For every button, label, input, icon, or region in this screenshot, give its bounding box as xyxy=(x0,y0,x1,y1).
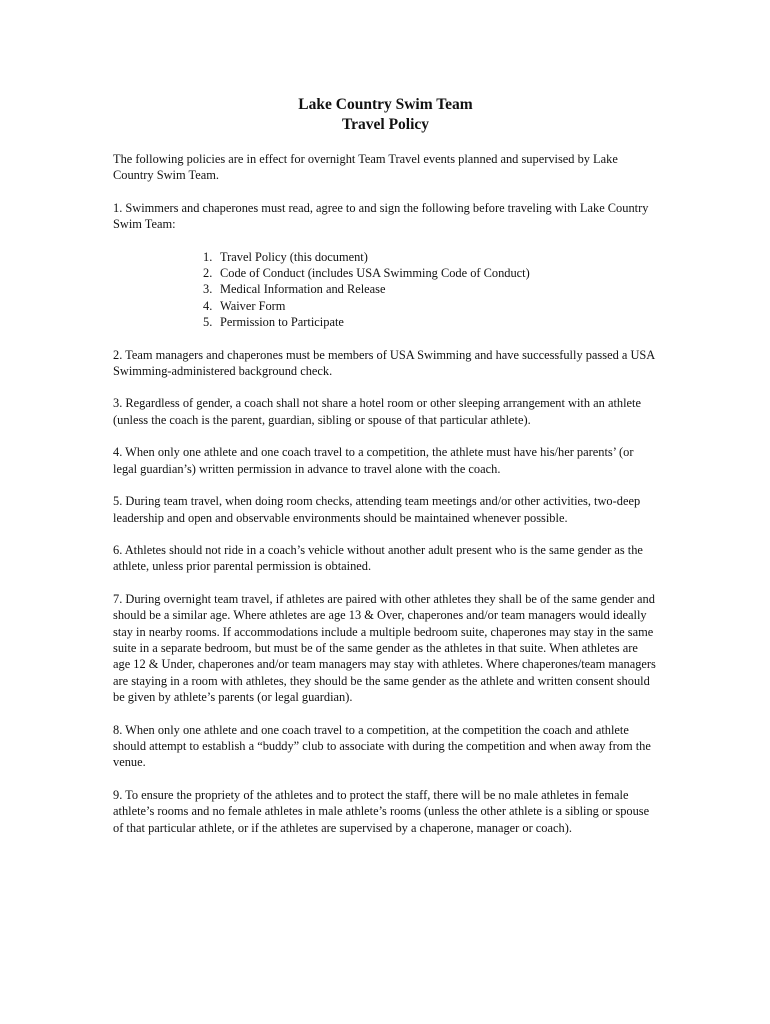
policy-2: 2. Team managers and chaperones must be members of USA Swimming and have successfully passed a USA Swimming-administered background check. xyxy=(113,347,655,379)
intro-paragraph: The following policies are in effect for overnight Team Travel events planned and supervised by Lake Country Swim Team. xyxy=(113,152,618,183)
list-item-label: Medical Information and Release xyxy=(220,282,386,297)
policy-3: 3. Regardless of gender, a coach shall not share a hotel room or other sleeping arrangement with an athlete (unless the coach is the parent, guardian, sibling or spouse of that particular athlete). xyxy=(113,396,641,427)
list-item xyxy=(203,298,658,314)
list-item-label: Waiver Form xyxy=(220,298,286,313)
policy-5: 5. During team travel, when doing room checks, attending team meetings and/or other activities, two-deep leadership and open and observable environments should be maintained whenever possible. xyxy=(113,494,641,525)
list-item-number: 3. xyxy=(203,282,213,297)
policy-1: 1. Swimmers and chaperones must read, agree to and sign the following before traveling with Lake Country Swim Team: xyxy=(113,200,649,232)
list-item xyxy=(203,249,658,265)
list-item xyxy=(203,314,658,330)
list-item-number: 5. xyxy=(203,315,213,330)
list-item-label: Travel Policy (this document) xyxy=(220,249,368,264)
policy-6: 6. Athletes should not ride in a coach’s vehicle without another adult present who is the same gender as the athlete, unless prior parental permission is obtained. xyxy=(113,542,643,574)
list-item-number: 4. xyxy=(203,298,213,313)
title-line-1: Lake Country Swim Team xyxy=(298,96,473,113)
policy-4: 4. When only one athlete and one coach travel to a competition, the athlete must have his/her parents’ (or legal guardian’s) written permission in advance to travel alone with the coach. xyxy=(113,445,634,476)
document-page xyxy=(113,95,658,836)
document-title xyxy=(113,95,658,135)
list-item-number: 2. xyxy=(203,266,213,281)
list-item xyxy=(203,281,658,297)
policy-9: 9. To ensure the propriety of the athletes and to protect the staff, there will be no male athletes in female athlete’s rooms and no female athletes in male athlete’s rooms (unless the other athlete is a sibling or spouse of that particular athlete, or if the athletes are supervised by a chaperone, manager or coach). xyxy=(113,787,650,835)
list-item xyxy=(203,265,658,281)
required-documents-list xyxy=(203,249,658,331)
policy-7: 7. During overnight team travel, if athletes are paired with other athletes they shall be of the same gender and should be a similar age. Where athletes are age 13 & Over, chaperones and/or team managers would ideally stay in nearby rooms. If accommodations include a multiple bedroom suite, chaperones may stay in the same suite in a separate bedroom, but must be of the same gender as the athletes in that suite. When athletes are age 12 & Under, chaperones and/or team managers may stay with athletes. Where chaperones/team managers are staying in a room with athletes, they should be the same gender as the athlete and written consent should be given by athlete’s parents (or legal guardian). xyxy=(113,591,656,705)
title-line-2: Travel Policy xyxy=(341,116,430,133)
list-item-label: Code of Conduct (includes USA Swimming Code of Conduct) xyxy=(220,266,530,281)
list-item-label: Permission to Participate xyxy=(220,315,344,330)
list-item-number: 1. xyxy=(203,249,213,264)
policy-8: 8. When only one athlete and one coach travel to a competition, at the competition the coach and athlete should attempt to establish a “buddy” club to associate with during the competition and when away from the venue. xyxy=(113,722,651,770)
